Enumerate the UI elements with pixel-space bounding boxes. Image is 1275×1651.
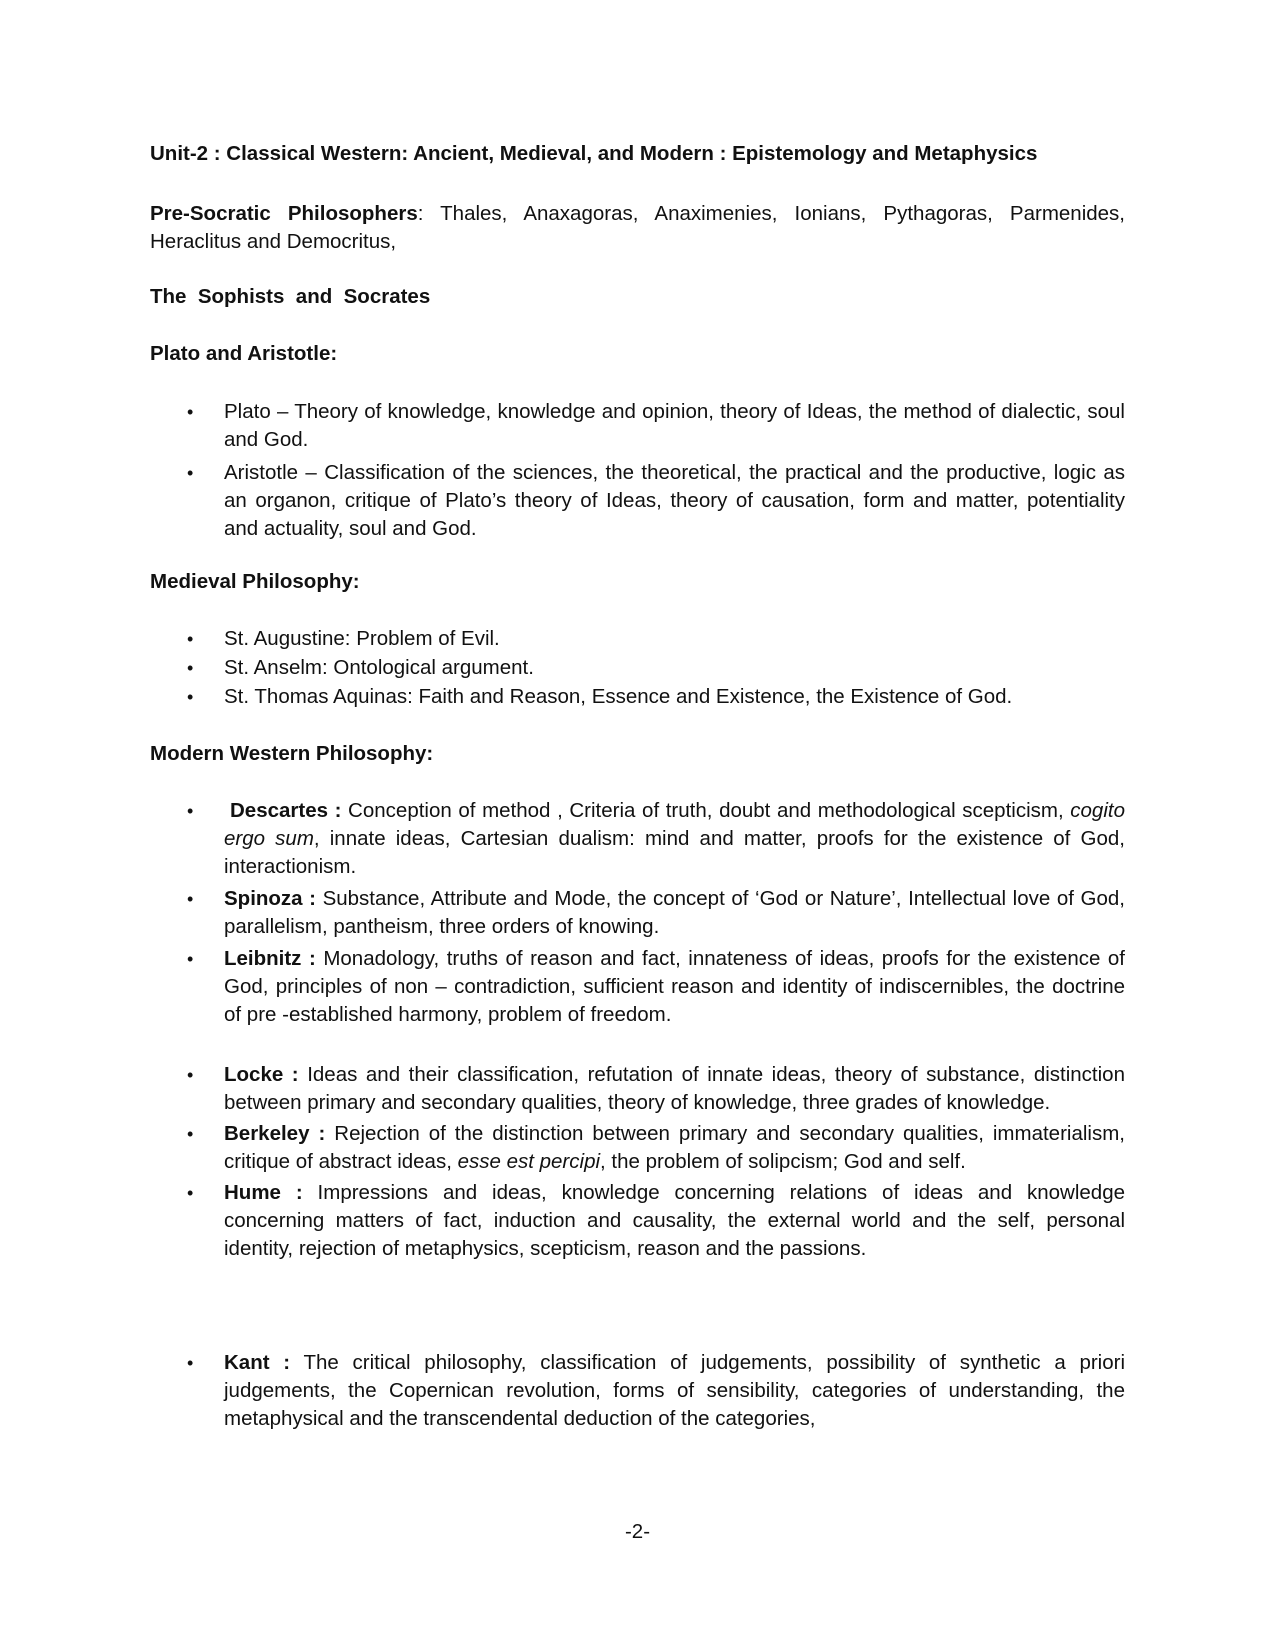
list-item	[150, 654, 1125, 682]
list-item	[150, 1120, 1125, 1176]
bullet: •	[187, 629, 194, 649]
list-item	[150, 945, 1125, 1029]
bullet: •	[187, 1183, 194, 1203]
aquinas-item: St. Thomas Aquinas: Faith and Reason, Essence and Existence, the Existence of God.	[224, 685, 1013, 708]
list-item	[150, 1179, 1125, 1263]
leibnitz-name: Leibnitz :	[224, 947, 316, 970]
medieval-list	[150, 625, 1125, 711]
list-item	[150, 885, 1125, 941]
plato-item: Plato – Theory of knowledge, knowledge and opinion, theory of Ideas, the method of dialectic, soul and God.	[224, 400, 1125, 451]
spinoza-text: Substance, Attribute and Mode, the concept of ‘God or Nature’, Intellectual love of God, parallelism, pantheism, three orders of knowing.	[224, 887, 1125, 938]
descartes-text: Conception of method , Criteria of truth, doubt and methodological scepticism,	[341, 799, 1071, 822]
kant-name: Kant :	[224, 1351, 291, 1374]
descartes-text-end: , innate ideas, Cartesian dualism: mind and matter, proofs for the existence of God, interactionism.	[224, 827, 1125, 878]
locke-name: Locke :	[224, 1063, 299, 1086]
anselm-item: St. Anselm: Ontological argument.	[224, 656, 534, 679]
list-item	[150, 797, 1125, 881]
berkeley-text: Rejection of the distinction between primary and secondary qualities, immaterialism, critique of abstract ideas,	[224, 1122, 1125, 1173]
locke-text: Ideas and their classification, refutation of innate ideas, theory of substance, distinction between primary and secondary qualities, theory of knowledge, three grades of knowledge.	[224, 1063, 1125, 1114]
bullet: •	[187, 1124, 194, 1144]
sophists-heading: The Sophists and Socrates	[150, 285, 431, 308]
bullet: •	[187, 1065, 194, 1085]
bullet: •	[187, 801, 194, 821]
bullet: •	[187, 889, 194, 909]
bullet: •	[187, 658, 194, 678]
modern-list-c	[150, 1349, 1125, 1433]
presocratic-text: : Thales, Anaxagoras, Anaximenies, Ionians, Pythagoras, Parmenides, Heraclitus and Democritus,	[150, 202, 1125, 253]
presocratic-paragraph	[150, 200, 1125, 256]
berkeley-italic: esse est percipi	[457, 1150, 601, 1173]
hume-name: Hume :	[224, 1181, 303, 1204]
hume-text: Impressions and ideas, knowledge concerning relations of ideas and knowledge concerning matters of fact, induction and causality, the external world and the self, personal identity, rejection of metaphysics, scepticism, reason and the passions.	[224, 1181, 1126, 1260]
augustine-item: St. Augustine: Problem of Evil.	[224, 627, 500, 650]
modern-heading: Modern Western Philosophy:	[150, 742, 434, 765]
list-item	[150, 1061, 1125, 1117]
presocratic-label: Pre-Socratic Philosophers	[150, 202, 418, 225]
bullet: •	[187, 402, 194, 422]
berkeley-text-end: , the problem of solipcism; God and self.	[600, 1150, 966, 1173]
bullet: •	[187, 949, 194, 969]
aristotle-item: Aristotle – Classification of the sciences, the theoretical, the practical and the productive, logic as an organon, critique of Plato’s theory of Ideas, theory of causation, form and matter, potentiality and actuality, soul and God.	[224, 461, 1125, 540]
unit-title: Unit-2 : Classical Western: Ancient, Medieval, and Modern : Epistemology and Metaphysics	[150, 142, 1038, 165]
plato-aristotle-list	[150, 398, 1125, 543]
bullet: •	[187, 687, 194, 707]
descartes-italic: cogito ergo sum	[224, 799, 1125, 850]
descartes-name: Descartes :	[230, 799, 342, 822]
berkeley-name: Berkeley :	[224, 1122, 326, 1145]
list-item	[150, 683, 1125, 711]
modern-list-a	[150, 797, 1125, 1029]
list-item	[150, 1349, 1125, 1433]
medieval-heading: Medieval Philosophy:	[150, 570, 360, 593]
modern-list-b	[150, 1061, 1125, 1263]
list-item	[150, 398, 1125, 454]
page-number: -2-	[624, 1520, 651, 1543]
list-item	[150, 459, 1125, 543]
kant-text: The critical philosophy, classification of judgements, possibility of synthetic a priori judgements, the Copernican revolution, forms of sensibility, categories of understanding, the metaphysical and the transcendental deduction of the categories,	[224, 1351, 1126, 1430]
spinoza-name: Spinoza :	[224, 887, 316, 910]
plato-aristotle-heading: Plato and Aristotle:	[150, 342, 338, 365]
bullet: •	[187, 463, 194, 483]
leibnitz-text: Monadology, truths of reason and fact, innateness of ideas, proofs for the existence of God, principles of non – contradiction, sufficient reason and identity of indiscernibles, the doctrine of pre -established harmony, problem of freedom.	[224, 947, 1125, 1026]
bullet: •	[187, 1353, 194, 1373]
list-item	[150, 625, 1125, 653]
